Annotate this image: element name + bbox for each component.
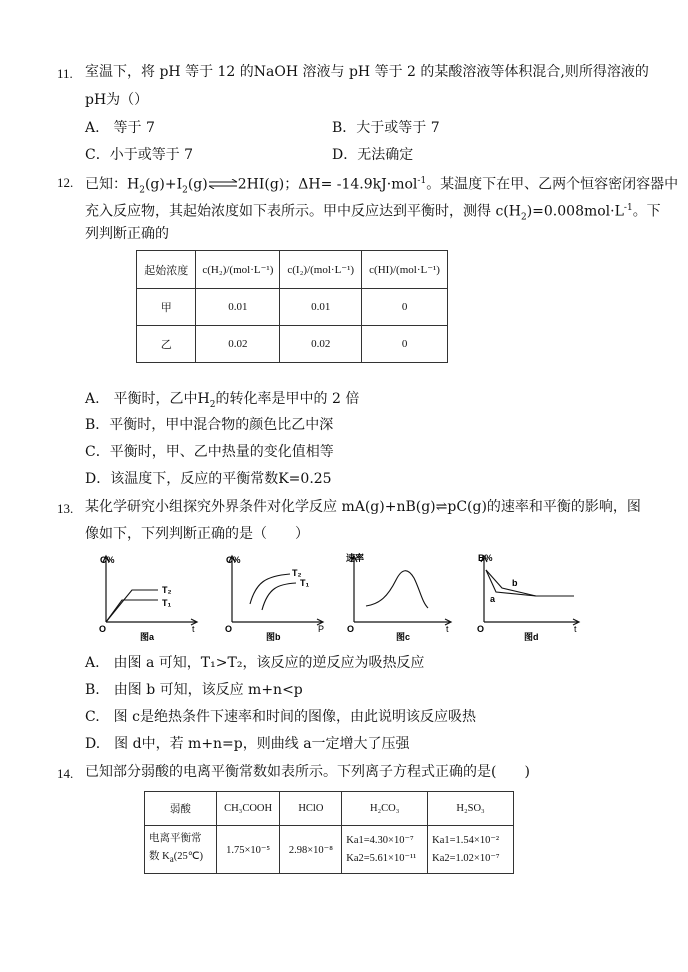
reversible-arrow-icon: [208, 175, 238, 195]
q14-stem-line1: 已知部分弱酸的电离平衡常数如表所示。下列离子方程式正确的是( ): [85, 764, 530, 780]
q14-constants-table: [144, 791, 514, 874]
graph-c: [344, 552, 462, 644]
graph-d-ylabel: B%: [478, 553, 493, 563]
q13-stem-line1: 某化学研究小组探究外界条件对化学反应 mA(g)+nB(g)⇌pC(g)的速率和平衡的影响，图: [85, 499, 641, 515]
table-row: [137, 326, 448, 363]
table-cell: 0.02: [280, 326, 362, 363]
q12-number: 12.: [57, 175, 74, 190]
q12-option-d: D．该温度下，反应的平衡常数K=0.25: [85, 471, 332, 487]
q11-option-c: C．小于或等于 7: [85, 147, 194, 163]
table-cell: 2.98×10⁻⁸: [280, 826, 342, 874]
table-row-label: 电离平衡常 数 $K_a(25℃)$: [145, 826, 217, 874]
table-row: [145, 826, 514, 874]
table-header-cell: c(HI)/(mol·L⁻¹): [362, 251, 448, 289]
table-cell: 0: [362, 326, 448, 363]
table-header-cell: CH₃COOH: [216, 792, 280, 826]
q14-number: 14.: [57, 766, 74, 781]
graph-d-xlabel: t: [574, 624, 577, 634]
graph-b-xlabel: P: [318, 624, 325, 634]
graph-a-ylabel: C%: [100, 555, 115, 565]
table-header-row: [145, 792, 514, 826]
graph-b-ylabel: C%: [226, 555, 241, 565]
table-header-cell: H₂SO₃: [428, 792, 514, 826]
graph-b-curve-t1: T₁: [300, 578, 310, 588]
table-cell: 0.01: [280, 289, 362, 326]
table-header-cell: c(I₂)/(mol·L⁻¹): [280, 251, 362, 289]
q13-stem-line2: 像如下，下列判断正确的是（ ）: [85, 526, 309, 542]
graph-c-xlabel: t: [446, 624, 449, 634]
table-cell: 1.75×10⁻⁵: [216, 826, 280, 874]
graph-b-caption: 图b: [266, 632, 281, 642]
graph-d-origin: O: [477, 624, 485, 634]
table-cell: 0.02: [196, 326, 280, 363]
q12-stem-line1: 已知：$H_2(g)+I_2(g)$ 2HI(g)；ΔH= -14.9kJ·mol$^{-1}$。某温度下在甲、乙两个恒容密闭容器中: [85, 176, 679, 196]
table-cell: Ka1=1.54×10⁻² Ka2=1.02×10⁻⁷: [428, 826, 514, 874]
q12-concentration-table: [136, 250, 448, 363]
graph-d-caption: 图d: [524, 632, 539, 642]
table-cell: 乙: [137, 326, 196, 363]
q13-number: 13.: [57, 501, 74, 516]
graph-b-origin: O: [225, 624, 233, 634]
graph-a-curve-t1: T₁: [162, 598, 172, 608]
table-header-cell: 弱酸: [145, 792, 217, 826]
graph-b-curve-t2: T₂: [292, 568, 302, 578]
table-header-cell: c(H₂)/(mol·L⁻¹): [196, 251, 280, 289]
q11-option-d: D．无法确定: [332, 147, 414, 163]
table-cell: 甲: [137, 289, 196, 326]
q13-option-a: A. 由图 a 可知，T₁>T₂，该反应的逆反应为吸热反应: [85, 655, 425, 671]
q13-option-b: B. 由图 b 可知，该反应 m+n<p: [85, 682, 303, 698]
graph-c-ylabel: 速率: [346, 553, 365, 563]
graph-c-caption: 图c: [396, 632, 411, 642]
q12-stem-line2: 充入反应物，其起始浓度如下表所示。甲中反应达到平衡时，测得 $c(H_2)=0.008mol\cdot L^{-1}$。下: [85, 203, 661, 223]
table-header-cell: H₂CO₃: [342, 792, 428, 826]
graph-a-curve-t2: T₂: [162, 585, 172, 595]
graph-d-curve-a: a: [490, 594, 496, 604]
q13-option-c: C. 图 c是绝热条件下速率和时间的图像，由此说明该反应吸热: [85, 709, 476, 725]
q12-option-a: A. 平衡时，乙中$H_2$的转化率是甲中的 2 倍: [85, 391, 360, 410]
q11-number: 11.: [57, 66, 73, 81]
q12-stem-line3: 列判断正确的: [85, 226, 169, 242]
graph-d: [474, 552, 590, 644]
graph-c-origin: O: [347, 624, 355, 634]
q12-option-b: B．平衡时，甲中混合物的颜色比乙中深: [85, 417, 334, 433]
table-header-cell: 起始浓度: [137, 251, 196, 289]
table-cell: 0: [362, 289, 448, 326]
table-cell: Ka1=4.30×10⁻⁷ Ka2=5.61×10⁻¹¹: [342, 826, 428, 874]
graph-a-xlabel: t: [192, 624, 195, 634]
q11-stem-line2: pH为（）: [85, 92, 149, 108]
graph-b: [222, 552, 332, 644]
q11-stem-line1: 室温下，将 pH 等于 12 的NaOH 溶液与 pH 等于 2 的某酸溶液等体积混合,则所得溶液的: [85, 64, 649, 80]
q11-option-a: A. 等于 7: [85, 120, 155, 136]
table-row: [137, 289, 448, 326]
q11-option-b: B．大于或等于 7: [332, 120, 440, 136]
graph-d-curve-b: b: [512, 578, 518, 588]
graph-a: [96, 552, 206, 644]
table-header-row: [137, 251, 448, 289]
q13-option-d: D. 图 d中，若 m+n=p，则曲线 a一定增大了压强: [85, 736, 410, 752]
q12-option-c: C．平衡时，甲、乙中热量的变化值相等: [85, 444, 334, 460]
table-cell: 0.01: [196, 289, 280, 326]
graph-a-origin: O: [99, 624, 107, 634]
table-header-cell: HClO: [280, 792, 342, 826]
graph-a-caption: 图a: [140, 632, 155, 642]
